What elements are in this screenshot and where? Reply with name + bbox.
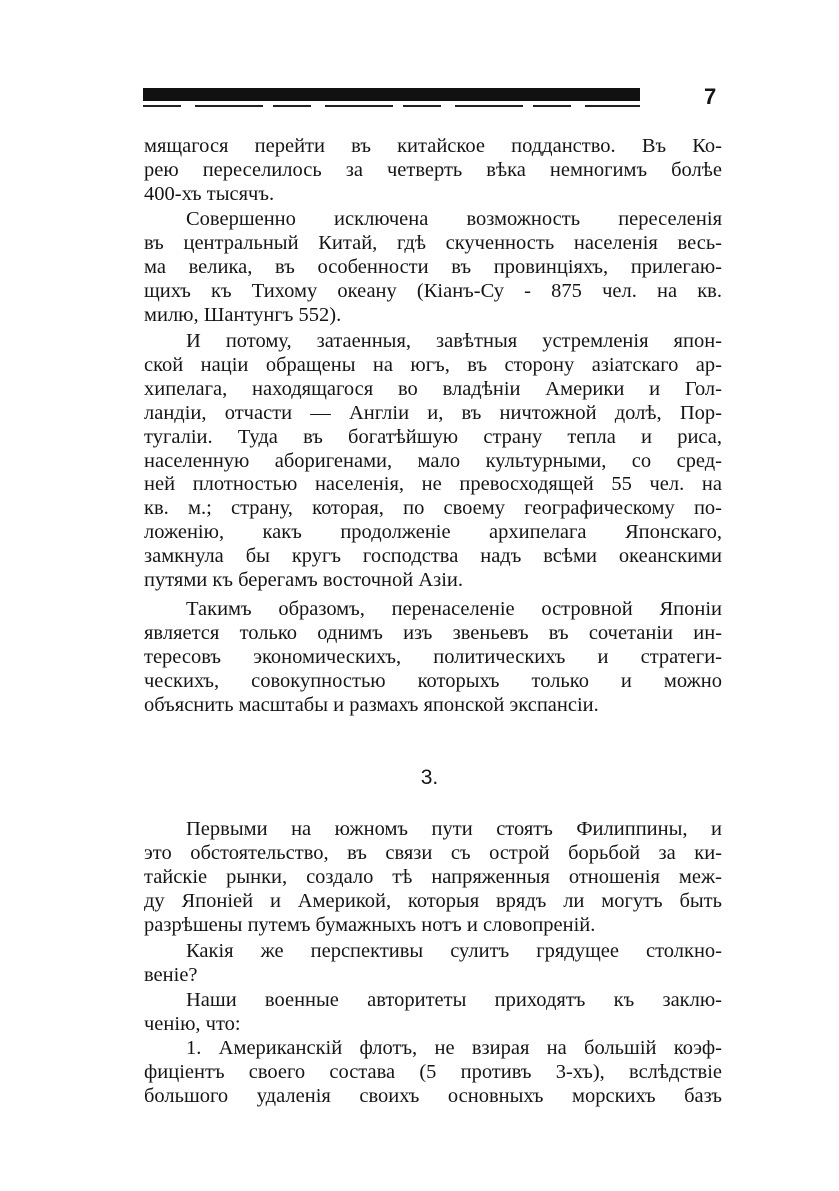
text-line: является только однимъ изъ звеньевъ въ сочетаніи ин- xyxy=(144,621,722,644)
page-number: 7 xyxy=(704,84,717,109)
paragraph-continuation xyxy=(144,135,722,207)
text-line: Какія же перспективы сулитъ грядущее столкно- xyxy=(186,940,722,962)
text-line: хипелага, находящагося во владѣніи Америки и Гол- xyxy=(144,377,722,400)
text-line: ду Японіей и Америкой, которыя врядъ ли могутъ быть xyxy=(144,889,722,912)
text-line: въ центральный Китай, гдѣ скученность населенія весь- xyxy=(144,231,722,254)
text-line: ландіи, отчасти — Англіи и, въ ничтожной долѣ, Пор- xyxy=(144,401,722,424)
text-line: большого удаленія своихъ основныхъ морскихъ базъ xyxy=(144,1084,722,1107)
text-line: это обстоятельство, въ связи съ острой борьбой за ки- xyxy=(144,841,722,864)
text-line: замкнула бы кругъ господства надъ всѣми океанскими xyxy=(144,545,722,568)
text-line: объяснить масштабы и размахъ японской экспансіи. xyxy=(144,693,599,716)
text-line: Наши военные авторитеты приходятъ къ заклю- xyxy=(186,989,722,1011)
text-line: ской націи обращены на югъ, въ сторону азіатскаго ар- xyxy=(144,353,722,376)
text-line: ма велика, въ особенности въ провинціяхъ, прилегаю- xyxy=(144,255,722,278)
text-line: И потому, затаенныя, завѣтныя устремленія япон- xyxy=(186,330,722,352)
paragraph-authorities xyxy=(144,989,722,1037)
paragraph-overpopulation xyxy=(144,598,722,718)
paragraph-philippines xyxy=(144,818,722,938)
text-line: 1. Американскій флотъ, не взирая на большій коэф- xyxy=(186,1037,722,1059)
text-line: веніе? xyxy=(144,963,198,986)
text-line: Первыми на южномъ пути стоятъ Филиппины, и xyxy=(186,818,722,840)
text-line: ченію, что: xyxy=(144,1012,241,1035)
paragraph-resettlement xyxy=(144,208,722,328)
text-line: мящагося перейти въ китайское подданство. Въ Ко- xyxy=(144,135,722,157)
text-line: 400-хъ тысячъ. xyxy=(144,182,275,205)
text-line: ческихъ, совокупностью которыхъ только и можно xyxy=(144,669,722,692)
text-line: Такимъ образомъ, перенаселеніе островной Японіи xyxy=(186,598,722,620)
text-line: ложенію, какъ продолженіе архипелага Японскаго, xyxy=(144,521,722,544)
text-line: населенную аборигенами, мало культурными, со сред- xyxy=(144,449,722,472)
text-line: ней плотностью населенія, не превосходящей 55 чел. на xyxy=(144,473,722,496)
text-line: Совершенно исключена возможность переселенія xyxy=(186,208,722,230)
text-line: тугаліи. Туда въ богатѣйшую страну тепла и риса, xyxy=(144,425,722,448)
text-line: рею переселилось за четверть вѣка немногимъ болѣе xyxy=(144,158,722,181)
text-line: милю, Шантунгъ 552). xyxy=(144,303,342,326)
text-line: тересовъ экономическихъ, политическихъ и стратеги- xyxy=(144,645,722,668)
text-line: тайскіе рынки, создало тѣ напряженныя отношенія меж- xyxy=(144,865,722,888)
text-line: разрѣшены путемъ бумажныхъ нотъ и словопреній. xyxy=(144,913,596,936)
text-line: кв. м.; страну, которая, по своему географическому по- xyxy=(144,497,722,520)
text-line: щихъ къ Тихому океану (Кіанъ-Су - 875 чел. на кв. xyxy=(144,279,722,302)
paragraph-prospects xyxy=(144,940,722,988)
paragraph-aspirations xyxy=(144,330,722,593)
text-line: фиціентъ своего состава (5 противъ 3-хъ), вслѣдствіе xyxy=(144,1060,722,1083)
text-line: путями къ берегамъ восточной Азіи. xyxy=(144,569,464,592)
section-number: 3. xyxy=(420,766,439,789)
header-rule xyxy=(143,88,640,101)
paragraph-american-fleet xyxy=(144,1037,722,1109)
